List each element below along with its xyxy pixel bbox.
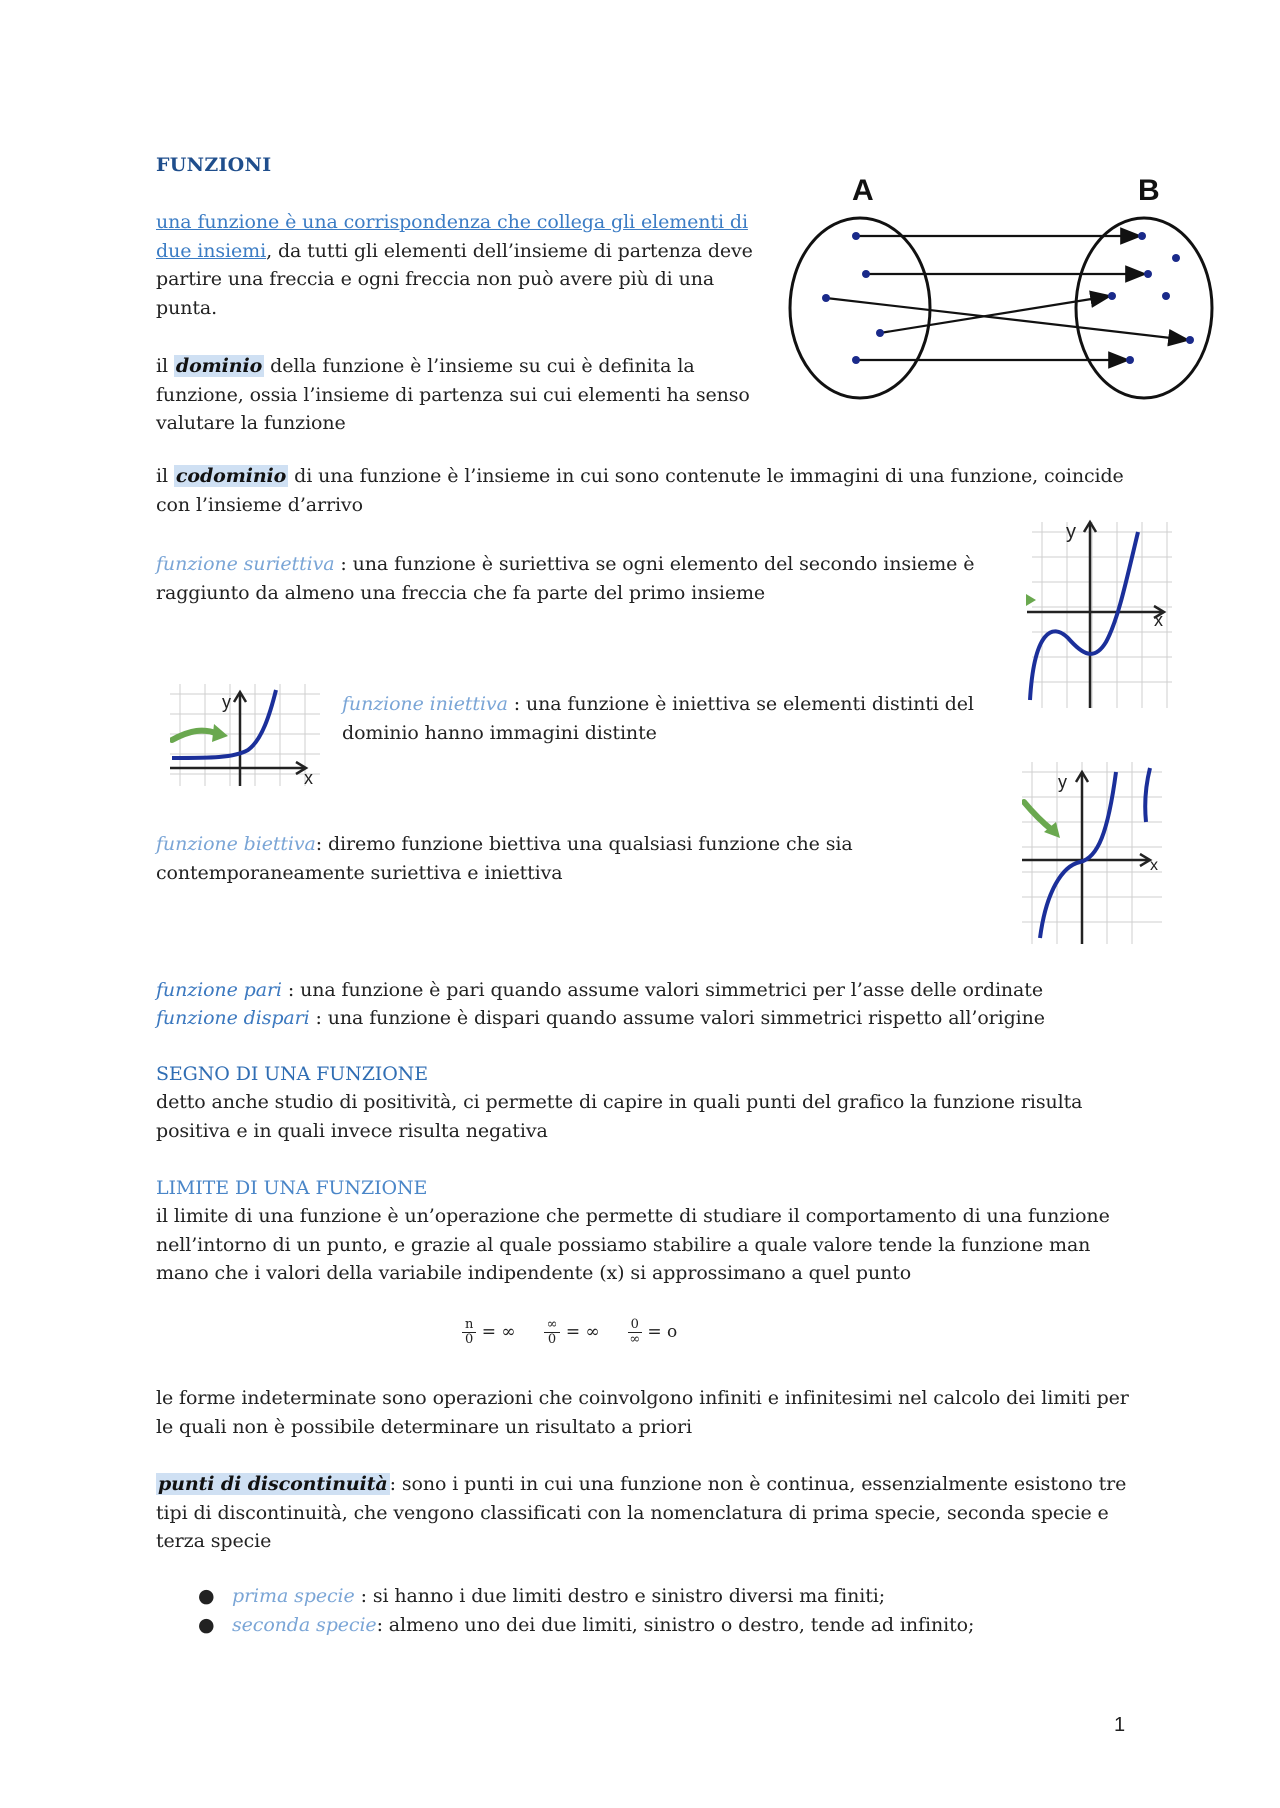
- dominio-paragraph: [156, 352, 756, 438]
- dominio-text: della funzione è l’insieme su cui è definita la funzione, ossia l’insieme di partenza sui cui elementi ha senso valutare la funzione: [156, 355, 750, 434]
- green-arrow-icon: [1024, 802, 1052, 830]
- iniettiva-text: : una funzione è iniettiva se elementi distinti del dominio hanno immagini distinte: [342, 693, 974, 744]
- indeterminate-paragraph: le forme indeterminate sono operazioni che coinvolgono infiniti e infinitesimi nel calcolo dei limiti per le quali non è possibile determinare un risultato a priori: [156, 1387, 1129, 1438]
- codominio-text: di una funzione è l’insieme in cui sono contenute le immagini di una funzione, coincide con l’insieme d’arrivo: [156, 465, 1124, 516]
- graph-axes: [170, 692, 306, 786]
- segno-body: detto anche studio di positività, ci permette di capire in quali punti del grafico la funzione risulta positiva e in quali invece risulta negativa: [156, 1091, 1083, 1142]
- list-item: ● prima specie : si hanno i due limiti destro e sinistro diversi ma finiti;: [198, 1585, 886, 1607]
- intro-paragraph: [156, 208, 756, 322]
- limit-formulas: [462, 1318, 677, 1347]
- x-axis-label: x: [1154, 610, 1163, 630]
- green-arrowhead-icon: [212, 724, 228, 742]
- page-number: 1: [1114, 1714, 1126, 1736]
- dominio-prefix: il: [156, 355, 174, 377]
- set-b-label: B: [1138, 174, 1160, 207]
- x-axis-label: x: [1150, 857, 1158, 874]
- dominio-term: dominio: [175, 355, 263, 377]
- bullet-text: : almeno uno dei due limiti, sinistro o destro, tende ad infinito;: [376, 1613, 975, 1636]
- curve-fragment: [1145, 768, 1150, 822]
- bullet-term: seconda specie: [232, 1613, 377, 1636]
- graph-grid: [1032, 522, 1172, 708]
- limite-heading: LIMITE DI UNA FUNZIONE: [156, 1177, 428, 1199]
- discontinuity-list: [156, 1582, 1116, 1639]
- suriettiva-term: funzione suriettiva: [156, 553, 341, 575]
- x-axis-label: x: [304, 768, 313, 786]
- codominio-prefix: il: [156, 465, 174, 487]
- set-mapping-diagram: [770, 168, 1230, 408]
- bullet-term: prima specie: [232, 1585, 361, 1607]
- dispari-text: : una funzione è dispari quando assume valori simmetrici rispetto all’origine: [315, 1007, 1045, 1029]
- suriettiva-text: : una funzione è suriettiva se ogni elemento del secondo insieme è raggiunto da almeno una freccia che fa parte del primo insieme: [156, 553, 975, 604]
- limite-body: il limite di una funzione è un’operazione che permette di studiare il comportamento di una funzione nell’intorno di un punto, e grazie al quale possiamo stabilire a quale valore tende la funzione man mano che i valori della variabile indipendente (x) si approssimano a quel punto: [156, 1205, 1110, 1284]
- mapping-arrows: [826, 236, 1188, 360]
- discontinuita-term: punti di discontinuità: [158, 1473, 388, 1495]
- green-arrow-icon: [172, 731, 218, 740]
- codominio-term: codominio: [175, 465, 287, 487]
- set-elements: [822, 232, 1194, 364]
- set-b-ellipse: [1076, 218, 1212, 398]
- biettiva-text: : diremo funzione biettiva una qualsiasi funzione che sia contemporaneamente suriettiva e iniettiva: [156, 833, 853, 884]
- y-axis-label: y: [222, 692, 231, 712]
- arrow-marker-icon: [1026, 594, 1036, 606]
- formula-item: $\frac{0}{\infty}$ = o: [629, 1317, 678, 1347]
- iniettiva-graph: [170, 684, 320, 786]
- discontinuita-paragraph: [156, 1470, 1146, 1556]
- list-item: ● seconda specie: almeno uno dei due limiti, sinistro o destro, tende ad infinito;: [198, 1613, 975, 1636]
- page-title: FUNZIONI: [156, 154, 272, 176]
- pari-term: funzione pari: [156, 979, 288, 1001]
- biettiva-paragraph: [156, 830, 916, 887]
- y-axis-label: y: [1058, 772, 1067, 792]
- intro-text: , da tutti gli elementi dell’insieme di partenza deve partire una freccia e ogni freccia non può avere più di una punta.: [156, 239, 753, 319]
- y-axis-label: y: [1066, 521, 1076, 543]
- pari-text: : una funzione è pari quando assume valori simmetrici per l’asse delle ordinate: [287, 979, 1043, 1001]
- graph-axes: [1027, 522, 1164, 708]
- set-a-label: A: [852, 174, 874, 207]
- definition-link[interactable]: una funzione è una corrispondenza che collega gli elementi di due insiemi: [156, 211, 748, 262]
- pari-paragraph: [156, 976, 1156, 1005]
- bullet-text: : si hanno i due limiti destro e sinistro diversi ma finiti;: [360, 1585, 886, 1607]
- dispari-term: funzione dispari: [156, 1007, 316, 1029]
- dispari-paragraph: [156, 1004, 1156, 1033]
- discontinuita-text: : sono i punti in cui una funzione non è continua, essenzialmente esistono tre tipi di discontinuità, che vengono classificati con la nomenclatura di prima specie, seconda specie e terza specie: [156, 1473, 1127, 1552]
- biettiva-term: funzione biettiva: [156, 833, 316, 855]
- iniettiva-paragraph: [342, 690, 1002, 747]
- formula-item: $\frac{n}{0}$ = ∞: [462, 1318, 516, 1347]
- iniettiva-term: funzione iniettiva: [342, 693, 514, 715]
- suriettiva-graph: [1022, 512, 1172, 708]
- segno-heading: SEGNO DI UNA FUNZIONE: [156, 1063, 428, 1085]
- codominio-paragraph: [156, 462, 1136, 519]
- formula-item: $\frac{\infty}{0}$ = ∞: [544, 1318, 600, 1347]
- biettiva-graph: [1022, 762, 1172, 944]
- suriettiva-paragraph: [156, 550, 996, 607]
